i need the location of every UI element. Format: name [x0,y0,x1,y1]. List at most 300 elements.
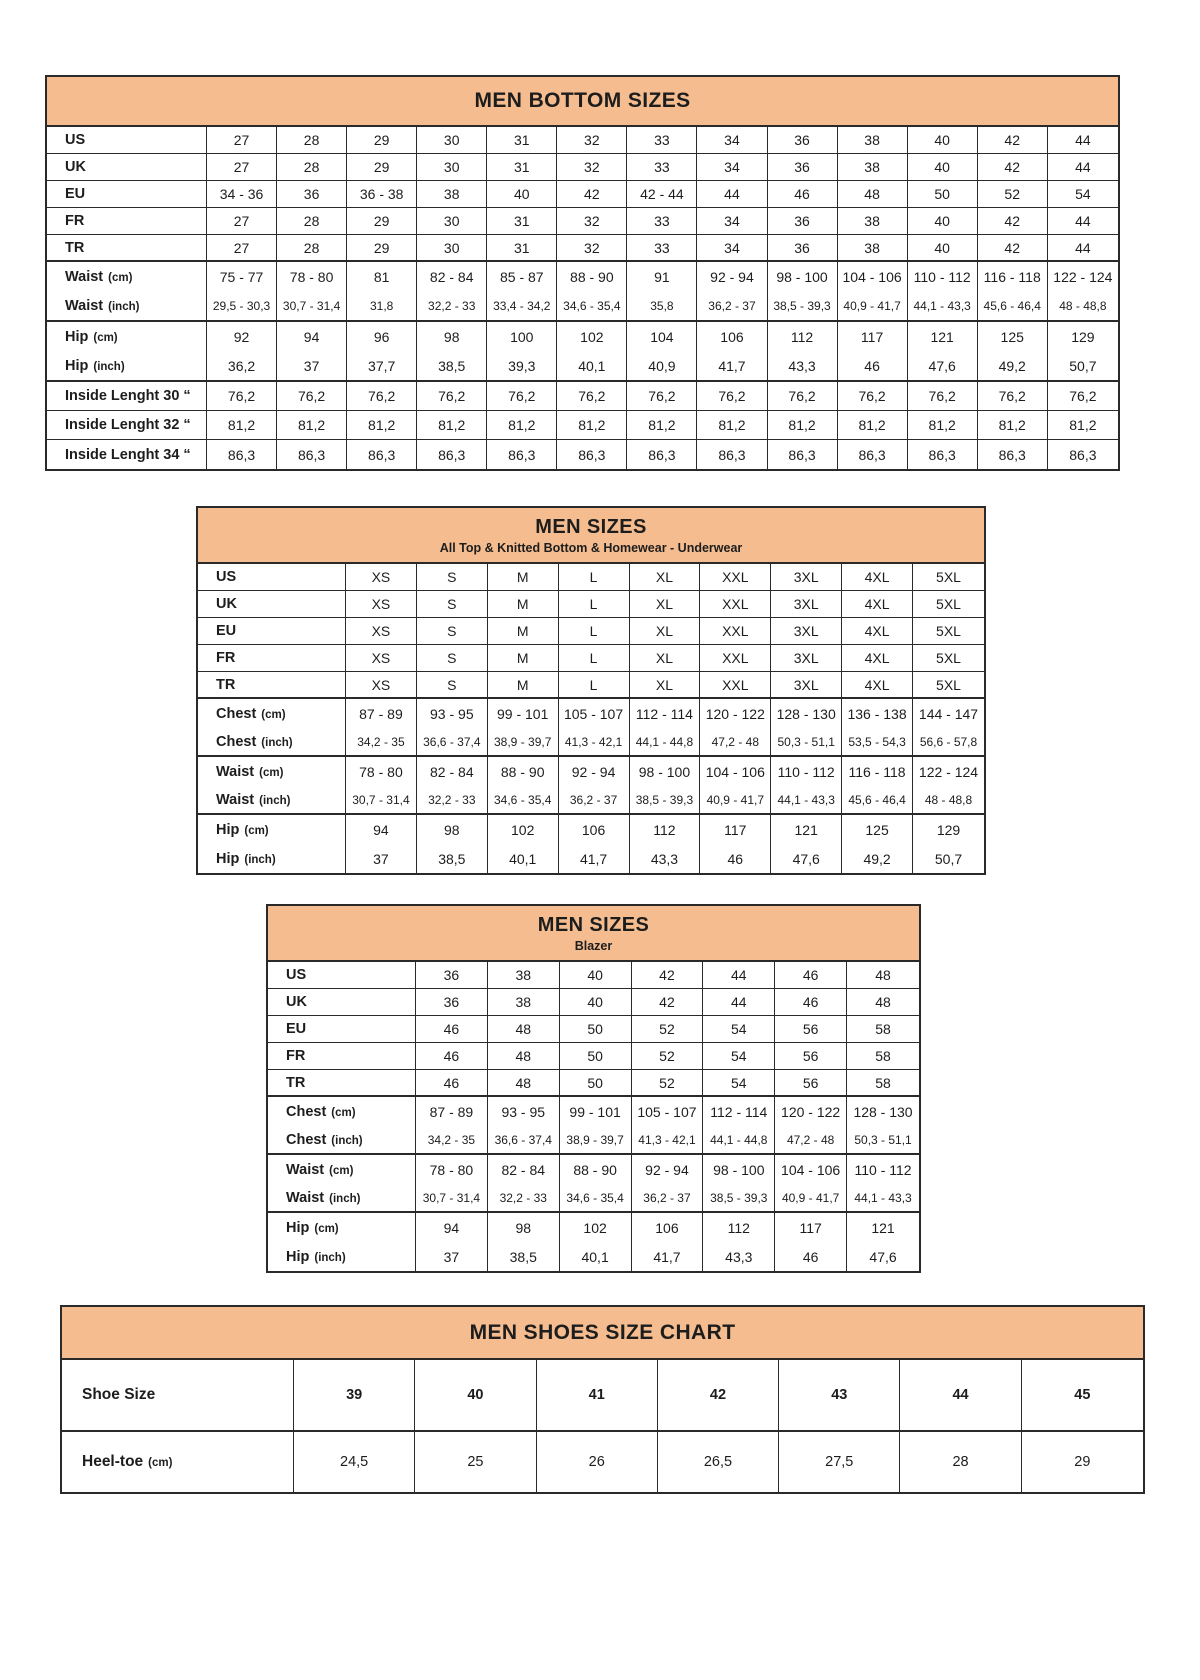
row-label [47,181,207,208]
cell: 38,5 [488,1242,560,1271]
cell: M [488,645,559,672]
row-label [47,292,207,322]
cell: XS [346,564,417,591]
row-label [268,1213,416,1242]
row-label [62,1360,294,1432]
cell: 40,9 [627,352,697,382]
row-label [268,989,416,1016]
cell: 28 [277,154,347,181]
cell: 44 [1048,235,1118,262]
cell: XS [346,645,417,672]
cell: 37,7 [347,352,417,382]
cell: 102 [488,815,559,844]
cell: 27 [207,154,277,181]
cell: 38,5 - 39,3 [703,1184,775,1213]
cell: 110 - 112 [847,1155,919,1184]
cell: 81,2 [1048,411,1118,440]
men-shoes-size-chart [60,1305,1145,1494]
cell: 29 [347,127,417,154]
table-row [47,411,1118,440]
table-row [198,786,984,815]
cell: 32,2 - 33 [417,292,487,322]
cell: 33 [627,235,697,262]
row-label-text: UK [65,159,86,175]
cell: 28 [277,235,347,262]
table-row [47,208,1118,235]
cell: 47,2 - 48 [700,728,771,757]
row-label [62,1432,294,1492]
cell: 76,2 [347,382,417,411]
table-subtitle: Blazer [574,938,613,953]
cell: 48 - 48,8 [913,786,984,815]
table-row [268,989,919,1016]
table-row [62,1360,1143,1432]
cell: XXL [700,618,771,645]
cell: 52 [978,181,1048,208]
cell: 3XL [771,672,842,699]
row-label [47,352,207,382]
cell: 78 - 80 [277,262,347,292]
cell: 110 - 112 [771,757,842,786]
row-label [268,1155,416,1184]
cell: 3XL [771,591,842,618]
row-label [268,1242,416,1271]
cell: 41,7 [632,1242,704,1271]
table-row [47,154,1118,181]
cell: 27,5 [779,1432,900,1492]
cell: 82 - 84 [417,262,487,292]
cell: 86,3 [347,440,417,469]
cell: 78 - 80 [346,757,417,786]
table-row [47,181,1118,208]
cell: 81 [347,262,417,292]
cell: 38,5 [417,844,488,873]
cell: 92 - 94 [697,262,767,292]
table-title: MEN SIZES [535,515,647,538]
cell: 34 [697,208,767,235]
cell: 34 [697,127,767,154]
cell: 44 [1048,127,1118,154]
cell: 38 [488,962,560,989]
table-row [268,1213,919,1242]
cell: 24,5 [294,1432,415,1492]
cell: 88 - 90 [488,757,559,786]
cell: 46 [768,181,838,208]
cell: 46 [700,844,771,873]
cell: 41,7 [559,844,630,873]
cell: 30,7 - 31,4 [416,1184,488,1213]
cell: 56 [775,1016,847,1043]
cell: 36 [277,181,347,208]
cell: 46 [416,1043,488,1070]
row-label [198,564,346,591]
cell: 44 [1048,208,1118,235]
cell: 86,3 [207,440,277,469]
cell: 47,6 [847,1242,919,1271]
cell: 144 - 147 [913,699,984,728]
row-label-unit: (inch) [244,853,276,866]
cell: 75 - 77 [207,262,277,292]
cell: M [488,564,559,591]
cell: 32,2 - 33 [417,786,488,815]
row-label [198,645,346,672]
table-row [47,235,1118,262]
row-label-unit: (cm) [261,708,286,721]
cell: XL [630,618,701,645]
cell: 112 [703,1213,775,1242]
cell: 105 - 107 [559,699,630,728]
cell: 112 [768,322,838,352]
cell: 86,3 [978,440,1048,469]
cell: 125 [842,815,913,844]
cell: 50 [560,1043,632,1070]
cell: 42 [632,989,704,1016]
row-label-unit: (cm) [329,1164,354,1177]
row-label [268,1043,416,1070]
cell: 76,2 [277,382,347,411]
cell: 43,3 [630,844,701,873]
cell: 36,6 - 37,4 [488,1126,560,1155]
row-label-text: Hip [216,850,240,867]
table-header [268,906,919,962]
cell: 36 [768,154,838,181]
cell: 121 [771,815,842,844]
cell: XS [346,618,417,645]
cell: 92 - 94 [632,1155,704,1184]
cell: 122 - 124 [913,757,984,786]
cell: XXL [700,645,771,672]
cell: 36 - 38 [347,181,417,208]
men-sizes-blazer [266,904,921,1273]
cell: 81,2 [627,411,697,440]
cell: 44,1 - 43,3 [771,786,842,815]
cell: 116 - 118 [978,262,1048,292]
cell: 49,2 [842,844,913,873]
cell: 58 [847,1043,919,1070]
men-bottom-sizes-section [45,75,1200,471]
cell: 106 [559,815,630,844]
cell: 4XL [842,564,913,591]
cell: XS [346,672,417,699]
row-label-text: Hip [286,1248,310,1265]
row-label [268,1184,416,1213]
cell: XXL [700,672,771,699]
cell: 33,4 - 34,2 [487,292,557,322]
cell: 76,2 [978,382,1048,411]
cell: 81,2 [697,411,767,440]
cell: 5XL [913,618,984,645]
cell: L [559,672,630,699]
table-row [268,1070,919,1097]
row-label [198,728,346,757]
row-label [47,382,207,411]
table-row [268,1184,919,1213]
men-bottom-sizes [45,75,1120,471]
cell: 32 [557,127,627,154]
men-sizes-top-knitted [196,506,986,875]
cell: 38 [838,235,908,262]
cell: 42 [978,235,1048,262]
cell: 87 - 89 [346,699,417,728]
row-label-unit: (inch) [331,1134,363,1147]
cell: 91 [627,262,697,292]
cell: 34 [697,154,767,181]
cell: 44,1 - 43,3 [847,1184,919,1213]
cell: 116 - 118 [842,757,913,786]
cell: 136 - 138 [842,699,913,728]
table-title: MEN SIZES [537,913,650,936]
cell: 39 [294,1360,415,1432]
cell: S [417,591,488,618]
cell: 34,6 - 35,4 [557,292,627,322]
row-label-text: FR [216,650,236,666]
cell: 4XL [842,672,913,699]
cell: 104 - 106 [838,262,908,292]
cell: 76,2 [627,382,697,411]
cell: 98 [488,1213,560,1242]
cell: 29 [347,154,417,181]
cell: 38,5 [417,352,487,382]
cell: 45,6 - 46,4 [978,292,1048,322]
table-row [268,962,919,989]
cell: 38 [838,127,908,154]
cell: 41,3 - 42,1 [559,728,630,757]
cell: 38,9 - 39,7 [488,728,559,757]
cell: 76,2 [417,382,487,411]
row-label [198,672,346,699]
cell: 81,2 [978,411,1048,440]
cell: 42 [978,127,1048,154]
cell: 30 [417,208,487,235]
table-title: MEN BOTTOM SIZES [474,89,691,112]
row-label [198,699,346,728]
cell: 28 [277,127,347,154]
cell: 129 [1048,322,1118,352]
cell: 44 [900,1360,1021,1432]
cell: 81,2 [347,411,417,440]
row-label-unit: (inch) [108,301,140,313]
cell: 43,3 [768,352,838,382]
cell: XS [346,591,417,618]
table-row [47,440,1118,469]
cell: 128 - 130 [847,1097,919,1126]
row-label [47,208,207,235]
row-label [47,127,207,154]
cell: 56 [775,1043,847,1070]
cell: 36,2 [207,352,277,382]
table-header-row [62,1307,1143,1360]
cell: 41,3 - 42,1 [632,1126,704,1155]
cell: 47,2 - 48 [775,1126,847,1155]
cell: 86,3 [768,440,838,469]
cell: 86,3 [908,440,978,469]
cell: 29 [347,235,417,262]
cell: 30 [417,127,487,154]
table-row [198,757,984,786]
cell: 3XL [771,645,842,672]
cell: 78 - 80 [416,1155,488,1184]
cell: 47,6 [908,352,978,382]
row-label-text: UK [286,994,307,1010]
cell: 42 [978,154,1048,181]
cell: 58 [847,1016,919,1043]
cell: 4XL [842,591,913,618]
cell: 50,3 - 51,1 [771,728,842,757]
cell: 44,1 - 44,8 [703,1126,775,1155]
cell: 32 [557,154,627,181]
cell: 46 [775,989,847,1016]
table-row [268,1155,919,1184]
table-row [47,322,1118,352]
cell: 98 [417,815,488,844]
cell: 94 [416,1213,488,1242]
cell: 46 [775,1242,847,1271]
cell: 38,5 - 39,3 [630,786,701,815]
cell: 112 [630,815,701,844]
cell: 40 [908,235,978,262]
row-label-unit: (cm) [93,332,118,344]
cell: 81,2 [908,411,978,440]
row-label-unit: (cm) [108,272,133,284]
cell: 48 [488,1043,560,1070]
cell: 27 [207,127,277,154]
cell: 112 - 114 [630,699,701,728]
cell: 47,6 [771,844,842,873]
cell: 121 [847,1213,919,1242]
cell: 41,7 [697,352,767,382]
cell: 5XL [913,672,984,699]
table-header-row [268,906,919,962]
cell: 98 [417,322,487,352]
cell: 86,3 [417,440,487,469]
cell: 76,2 [487,382,557,411]
cell: 38 [838,154,908,181]
cell: 32 [557,208,627,235]
cell: 46 [416,1070,488,1097]
cell: 36 [416,962,488,989]
table-row [198,645,984,672]
cell: 88 - 90 [557,262,627,292]
cell: 125 [978,322,1048,352]
cell: 94 [277,322,347,352]
cell: 27 [207,235,277,262]
table-header-row [47,77,1118,127]
row-label-unit: (cm) [244,824,269,837]
cell: 28 [900,1432,1021,1492]
cell: 45,6 - 46,4 [842,786,913,815]
cell: 40,9 - 41,7 [838,292,908,322]
table-row [198,618,984,645]
cell: 33 [627,208,697,235]
row-label-unit: (inch) [261,736,293,749]
cell: 93 - 95 [488,1097,560,1126]
cell: 31 [487,154,557,181]
cell: 117 [775,1213,847,1242]
row-label-text: Inside Lenght 30 “ [65,388,191,404]
row-label [198,618,346,645]
table-row [198,672,984,699]
cell: 50 [560,1016,632,1043]
cell: S [417,672,488,699]
cell: 98 - 100 [703,1155,775,1184]
cell: XL [630,564,701,591]
cell: 48 [847,962,919,989]
cell: M [488,618,559,645]
cell: 87 - 89 [416,1097,488,1126]
cell: 30 [417,154,487,181]
row-label-text: Chest [216,733,257,750]
row-label-text: Waist [216,763,255,780]
cell: 40,9 - 41,7 [775,1184,847,1213]
row-label-text: FR [286,1048,306,1064]
table-subtitle: All Top & Knitted Bottom & Homewear - Underwear [439,540,743,555]
cell: 3XL [771,564,842,591]
row-label-text: TR [286,1074,306,1091]
cell: 53,5 - 54,3 [842,728,913,757]
cell: 40,1 [488,844,559,873]
cell: 40 [560,989,632,1016]
row-label [198,786,346,815]
cell: 34,6 - 35,4 [560,1184,632,1213]
cell: 44,1 - 44,8 [630,728,701,757]
cell: 40 [560,962,632,989]
row-label-text: Waist [65,269,104,285]
cell: 96 [347,322,417,352]
row-label-text: Hip [65,358,89,374]
cell: 49,2 [978,352,1048,382]
cell: 30,7 - 31,4 [277,292,347,322]
cell: 37 [346,844,417,873]
cell: 54 [703,1070,775,1097]
cell: 44 [1048,154,1118,181]
cell: L [559,618,630,645]
row-label-text: Chest [286,1103,327,1120]
cell: 34,2 - 35 [346,728,417,757]
cell: 43,3 [703,1242,775,1271]
cell: 120 - 122 [700,699,771,728]
cell: 33 [627,127,697,154]
cell: S [417,564,488,591]
table-row [268,1043,919,1070]
cell: 30,7 - 31,4 [346,786,417,815]
row-label-text: Heel-toe [82,1453,144,1470]
cell: XXL [700,564,771,591]
table-row [268,1242,919,1271]
row-label [268,1070,416,1097]
cell: 34,2 - 35 [416,1126,488,1155]
row-label [47,235,207,262]
men-top-sizes-section [196,506,1200,875]
row-label-text: Chest [286,1131,327,1148]
cell: 40 [908,127,978,154]
cell: 4XL [842,645,913,672]
cell: 56 [775,1070,847,1097]
cell: 56,6 - 57,8 [913,728,984,757]
table-row [47,262,1118,292]
cell: 36 [768,127,838,154]
cell: 92 - 94 [559,757,630,786]
row-label-text: Shoe Size [82,1386,156,1403]
cell: 102 [560,1213,632,1242]
cell: 38 [417,181,487,208]
cell: 82 - 84 [488,1155,560,1184]
cell: 81,2 [417,411,487,440]
row-label [47,262,207,292]
cell: 37 [277,352,347,382]
cell: 81,2 [768,411,838,440]
row-label-text: Chest [216,705,257,722]
row-label [198,815,346,844]
